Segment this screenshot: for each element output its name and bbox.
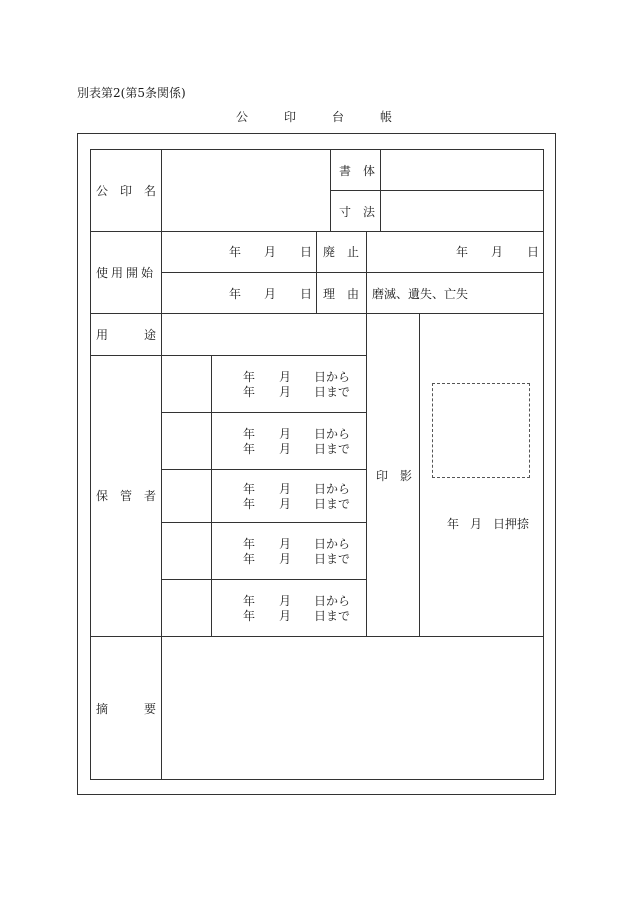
label-abolition: 廃 <box>323 245 336 259</box>
row-divider <box>162 412 366 413</box>
date-month: 月 <box>279 442 292 456</box>
document-reference: 別表第2(第5条関係) <box>77 86 186 100</box>
date-month: 月 <box>279 385 292 399</box>
date-month: 月 <box>279 537 292 551</box>
date-pressed: 日押捺 <box>493 517 530 531</box>
column-divider <box>161 149 162 780</box>
date-from: 日から <box>314 427 351 441</box>
column-divider <box>380 149 381 231</box>
label-reason: 由 <box>347 287 360 301</box>
row-divider <box>162 579 366 580</box>
row-divider <box>330 190 544 191</box>
column-divider <box>419 313 420 636</box>
date-year: 年 <box>243 552 256 566</box>
date-until: 日まで <box>314 385 351 399</box>
date-year: 年 <box>243 537 256 551</box>
label-custodian: 保 <box>96 489 109 503</box>
label-remarks: 要 <box>144 702 157 716</box>
date-month: 月 <box>470 517 483 531</box>
row-divider <box>90 313 544 314</box>
label-reason: 理 <box>323 287 336 301</box>
date-year: 年 <box>243 442 256 456</box>
date-year: 年 <box>447 517 460 531</box>
date-year: 年 <box>243 497 256 511</box>
date-from: 日から <box>314 594 351 608</box>
row-divider <box>162 272 544 273</box>
date-until: 日まで <box>314 442 351 456</box>
label-size: 法 <box>363 205 376 219</box>
label-seal-impression: 印 <box>376 469 389 483</box>
seal-stamp-area <box>432 383 530 478</box>
label-seal-name: 印 <box>120 184 133 198</box>
date-until: 日まで <box>314 497 351 511</box>
label-start-of-use: 使用開始 <box>96 266 157 280</box>
date-year: 年 <box>243 609 256 623</box>
date-from: 日から <box>314 537 351 551</box>
date-year: 年 <box>243 370 256 384</box>
column-divider <box>330 149 331 231</box>
label-remarks: 摘 <box>96 702 109 716</box>
date-until: 日まで <box>314 552 351 566</box>
date-from: 日から <box>314 482 351 496</box>
date-year: 年 <box>229 245 242 259</box>
date-month: 月 <box>279 609 292 623</box>
title-char: 印 <box>284 110 297 124</box>
title-char: 公 <box>236 110 249 124</box>
date-year: 年 <box>243 482 256 496</box>
label-typeface: 体 <box>363 164 376 178</box>
row-divider <box>90 636 544 637</box>
reason-value: 磨滅、遺失、亡失 <box>372 287 469 301</box>
date-until: 日まで <box>314 609 351 623</box>
label-custodian: 管 <box>120 489 133 503</box>
date-day: 日 <box>300 287 313 301</box>
label-custodian: 者 <box>144 489 157 503</box>
title-char: 帳 <box>380 110 393 124</box>
date-day: 日 <box>300 245 313 259</box>
column-divider <box>211 355 212 636</box>
title-char: 台 <box>332 110 345 124</box>
label-purpose: 途 <box>144 328 157 342</box>
date-month: 月 <box>279 482 292 496</box>
date-month: 月 <box>264 245 277 259</box>
date-month: 月 <box>279 552 292 566</box>
date-month: 月 <box>491 245 504 259</box>
row-divider <box>90 231 544 232</box>
label-seal-name: 名 <box>144 184 157 198</box>
date-month: 月 <box>279 497 292 511</box>
date-month: 月 <box>264 287 277 301</box>
date-year: 年 <box>243 594 256 608</box>
date-from: 日から <box>314 370 351 384</box>
date-year: 年 <box>456 245 469 259</box>
date-year: 年 <box>243 427 256 441</box>
row-divider <box>162 522 366 523</box>
column-divider <box>316 231 317 313</box>
label-seal-impression: 影 <box>400 469 413 483</box>
row-divider <box>162 469 366 470</box>
label-seal-name: 公 <box>96 184 109 198</box>
label-size: 寸 <box>339 205 352 219</box>
label-purpose: 用 <box>96 328 109 342</box>
label-abolition: 止 <box>347 245 360 259</box>
date-day: 日 <box>527 245 540 259</box>
date-year: 年 <box>229 287 242 301</box>
date-month: 月 <box>279 370 292 384</box>
row-divider <box>90 355 366 356</box>
date-month: 月 <box>279 427 292 441</box>
date-month: 月 <box>279 594 292 608</box>
date-year: 年 <box>243 385 256 399</box>
label-typeface: 書 <box>339 164 352 178</box>
column-divider <box>366 231 367 636</box>
